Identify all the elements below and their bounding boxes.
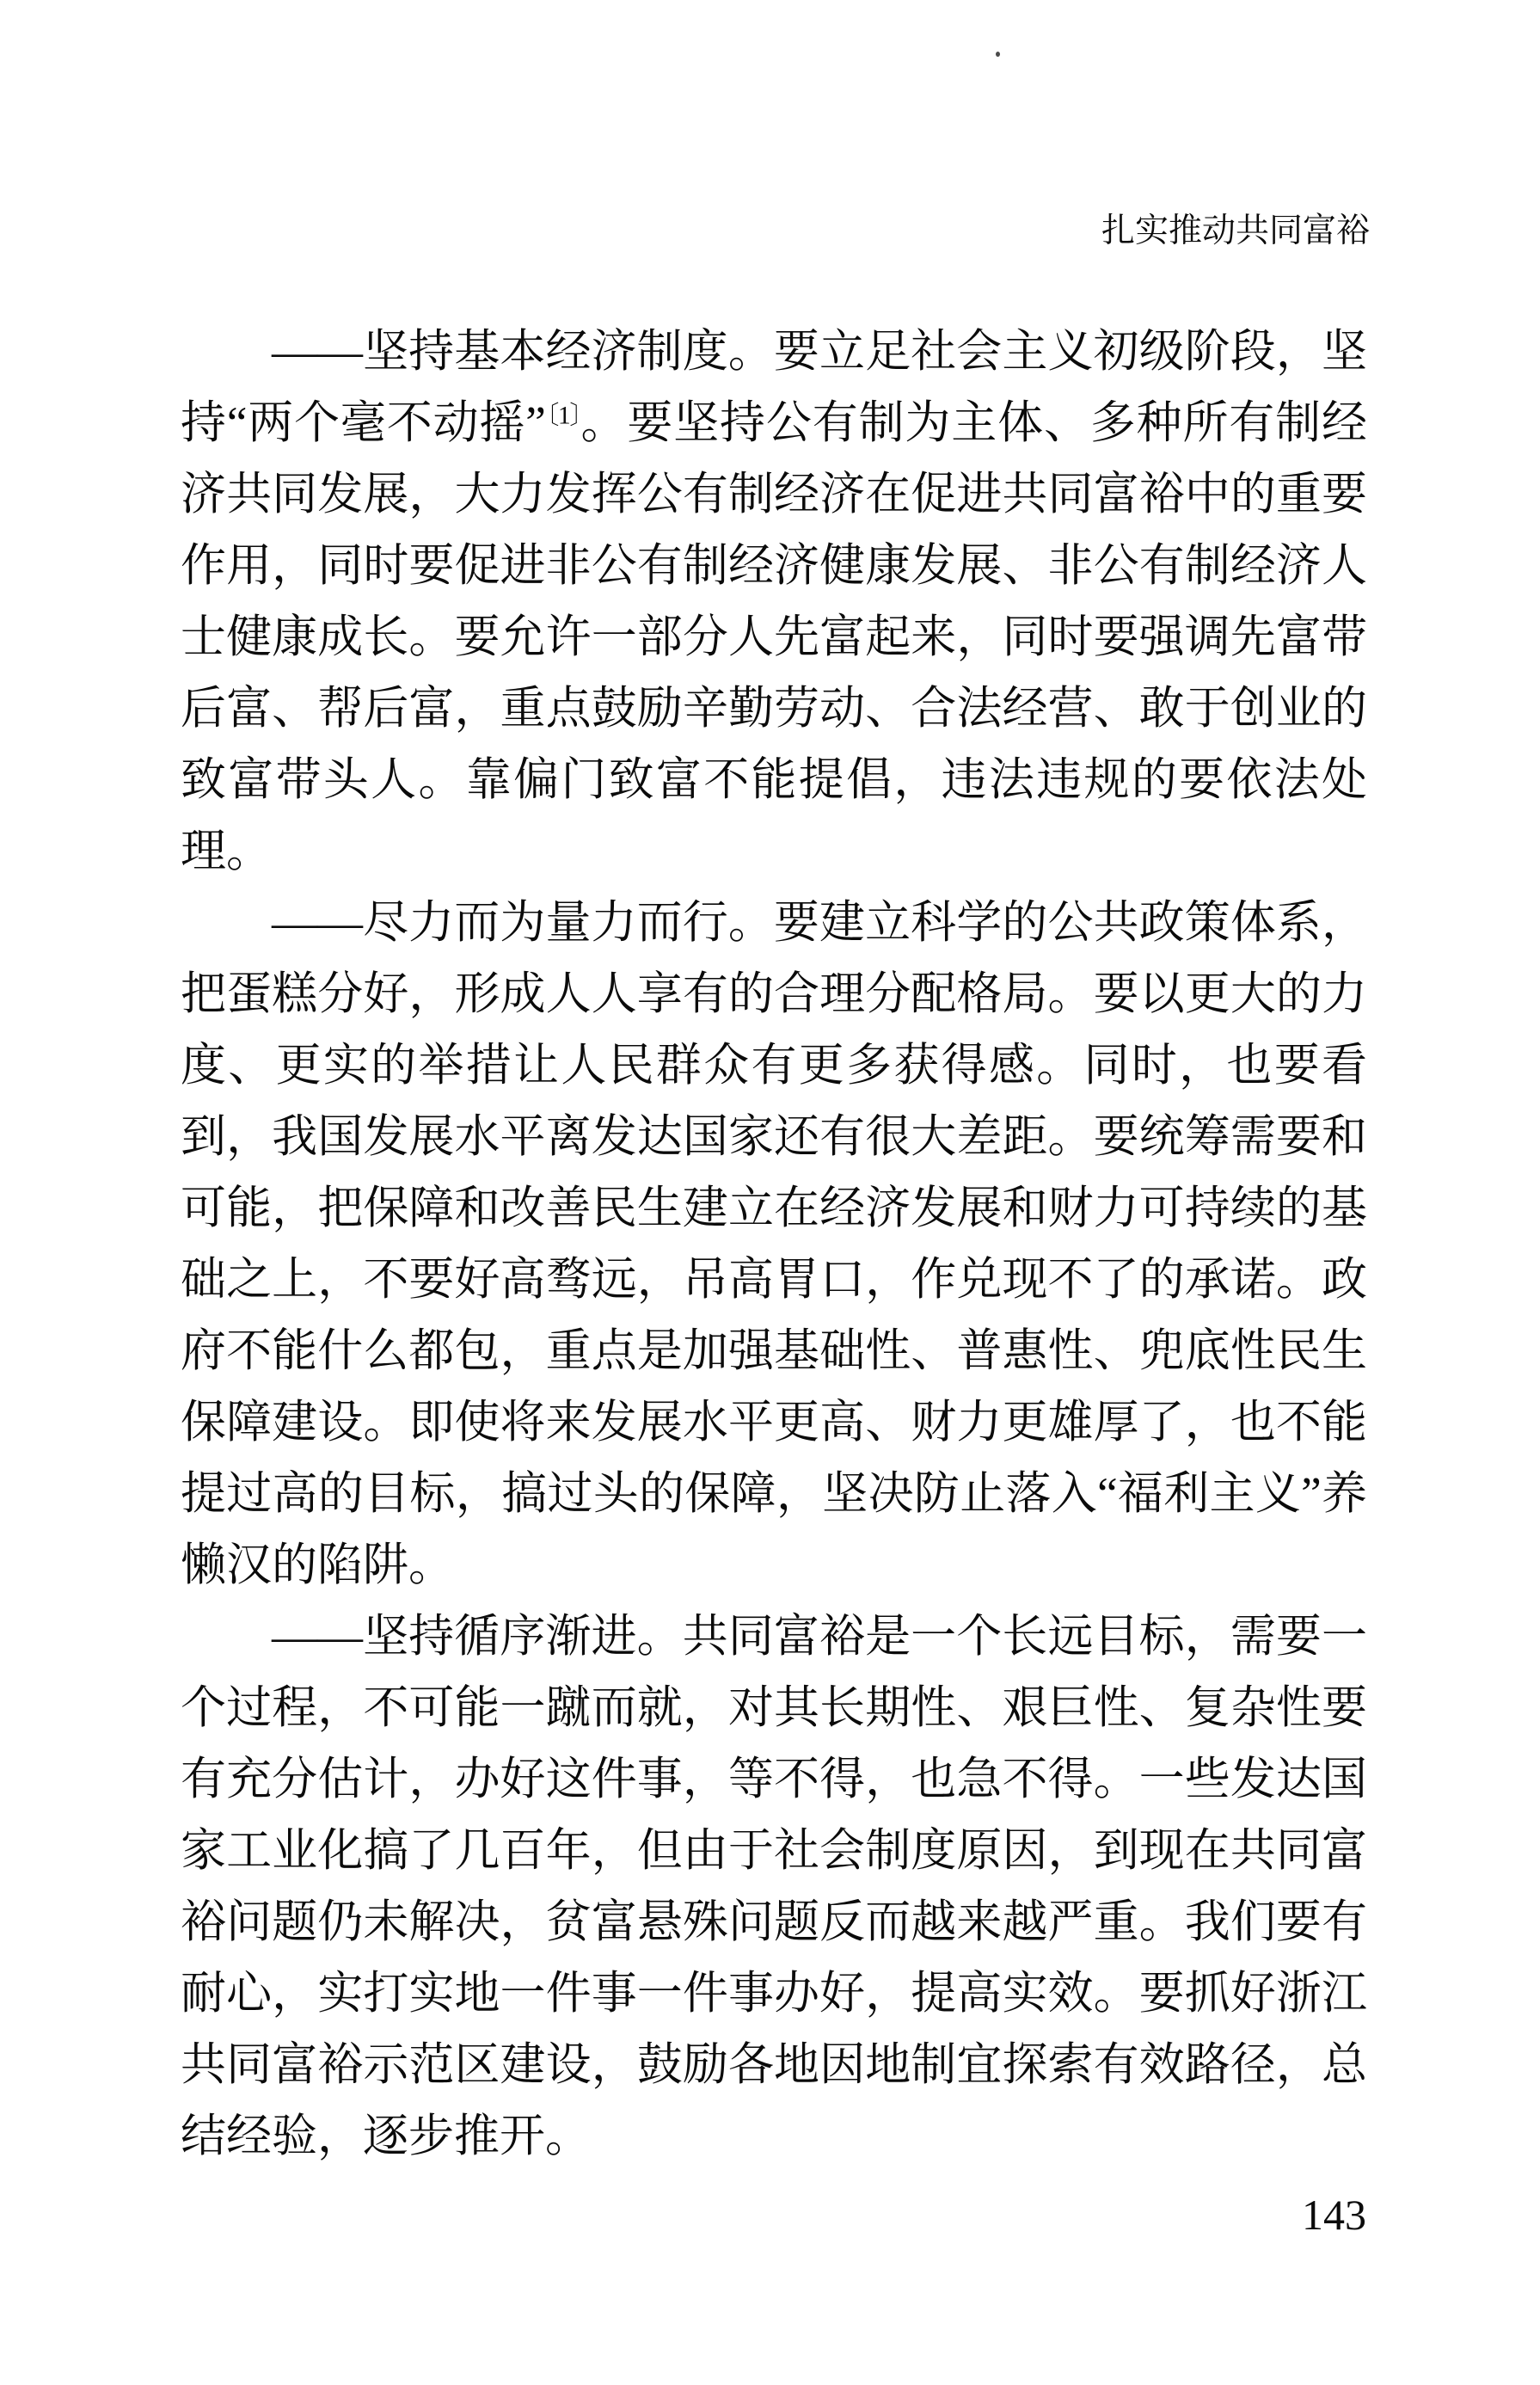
paragraph-text: ——坚持循序渐进。共同富裕是一个长远目标，需要一个过程，不可能一蹴而就，对其长期性、艰巨性、复杂性要有充分估计，办好这件事，等不得，也急不得。一些发达国家工业化搞了几百年，但由于社会制度原因，到现在共同富裕问题仍未解决，贫富悬殊问题反而越来越严重。我们要有耐心，实打实地一件事一件事办好，提高实效。要抓好浙江共同富裕示范区建设，鼓励各地因地制宜探索有效路径，总结经验，逐步推开。 <box>181 1612 1367 2161</box>
paragraph-text: ——坚持基本经济制度。要立足社会主义初级阶段，坚持“两个毫不动摇” <box>181 327 1367 448</box>
running-head: 扎实推动共同富裕 <box>1101 212 1370 249</box>
paragraph-text: ——尽力而为量力而行。要建立科学的公共政策体系，把蛋糕分好，形成人人享有的合理分配格局。要以更大的力度、更实的举措让人民群众有更多获得感。同时，也要看到，我国发展水平离发达国家还有很大差距。要统筹需要和可能，把保障和改善民生建立在经济发展和财力可持续的基础之上，不要好高骛远，吊高胃口，作兑现不了的承诺。政府不能什么都包，重点是加强基础性、普惠性、兜底性民生保障建设。即使将来发展水平更高、财力更雄厚了，也不能提过高的目标，搞过头的保障，坚决防止落入“福利主义”养懒汉的陷阱。 <box>181 898 1367 1590</box>
body-text <box>181 317 1367 2173</box>
paragraph <box>181 1601 1367 2173</box>
paragraph <box>181 888 1367 1601</box>
footnote-marker: 〔1〕 <box>545 402 581 430</box>
paragraph <box>181 317 1367 888</box>
scan-speck-dot <box>996 52 1000 57</box>
paragraph-text: 。要坚持公有制为主体、多种所有制经济共同发展，大力发挥公有制经济在促进共同富裕中的重要作用，同时要促进非公有制经济健康发展、非公有制经济人士健康成长。要允许一部分人先富起来，同时要强调先富带后富、帮后富，重点鼓励辛勤劳动、合法经营、敢于创业的致富带头人。靠偏门致富不能提倡，违法违规的要依法处理。 <box>181 398 1367 876</box>
page-number: 143 <box>1302 2191 1366 2239</box>
